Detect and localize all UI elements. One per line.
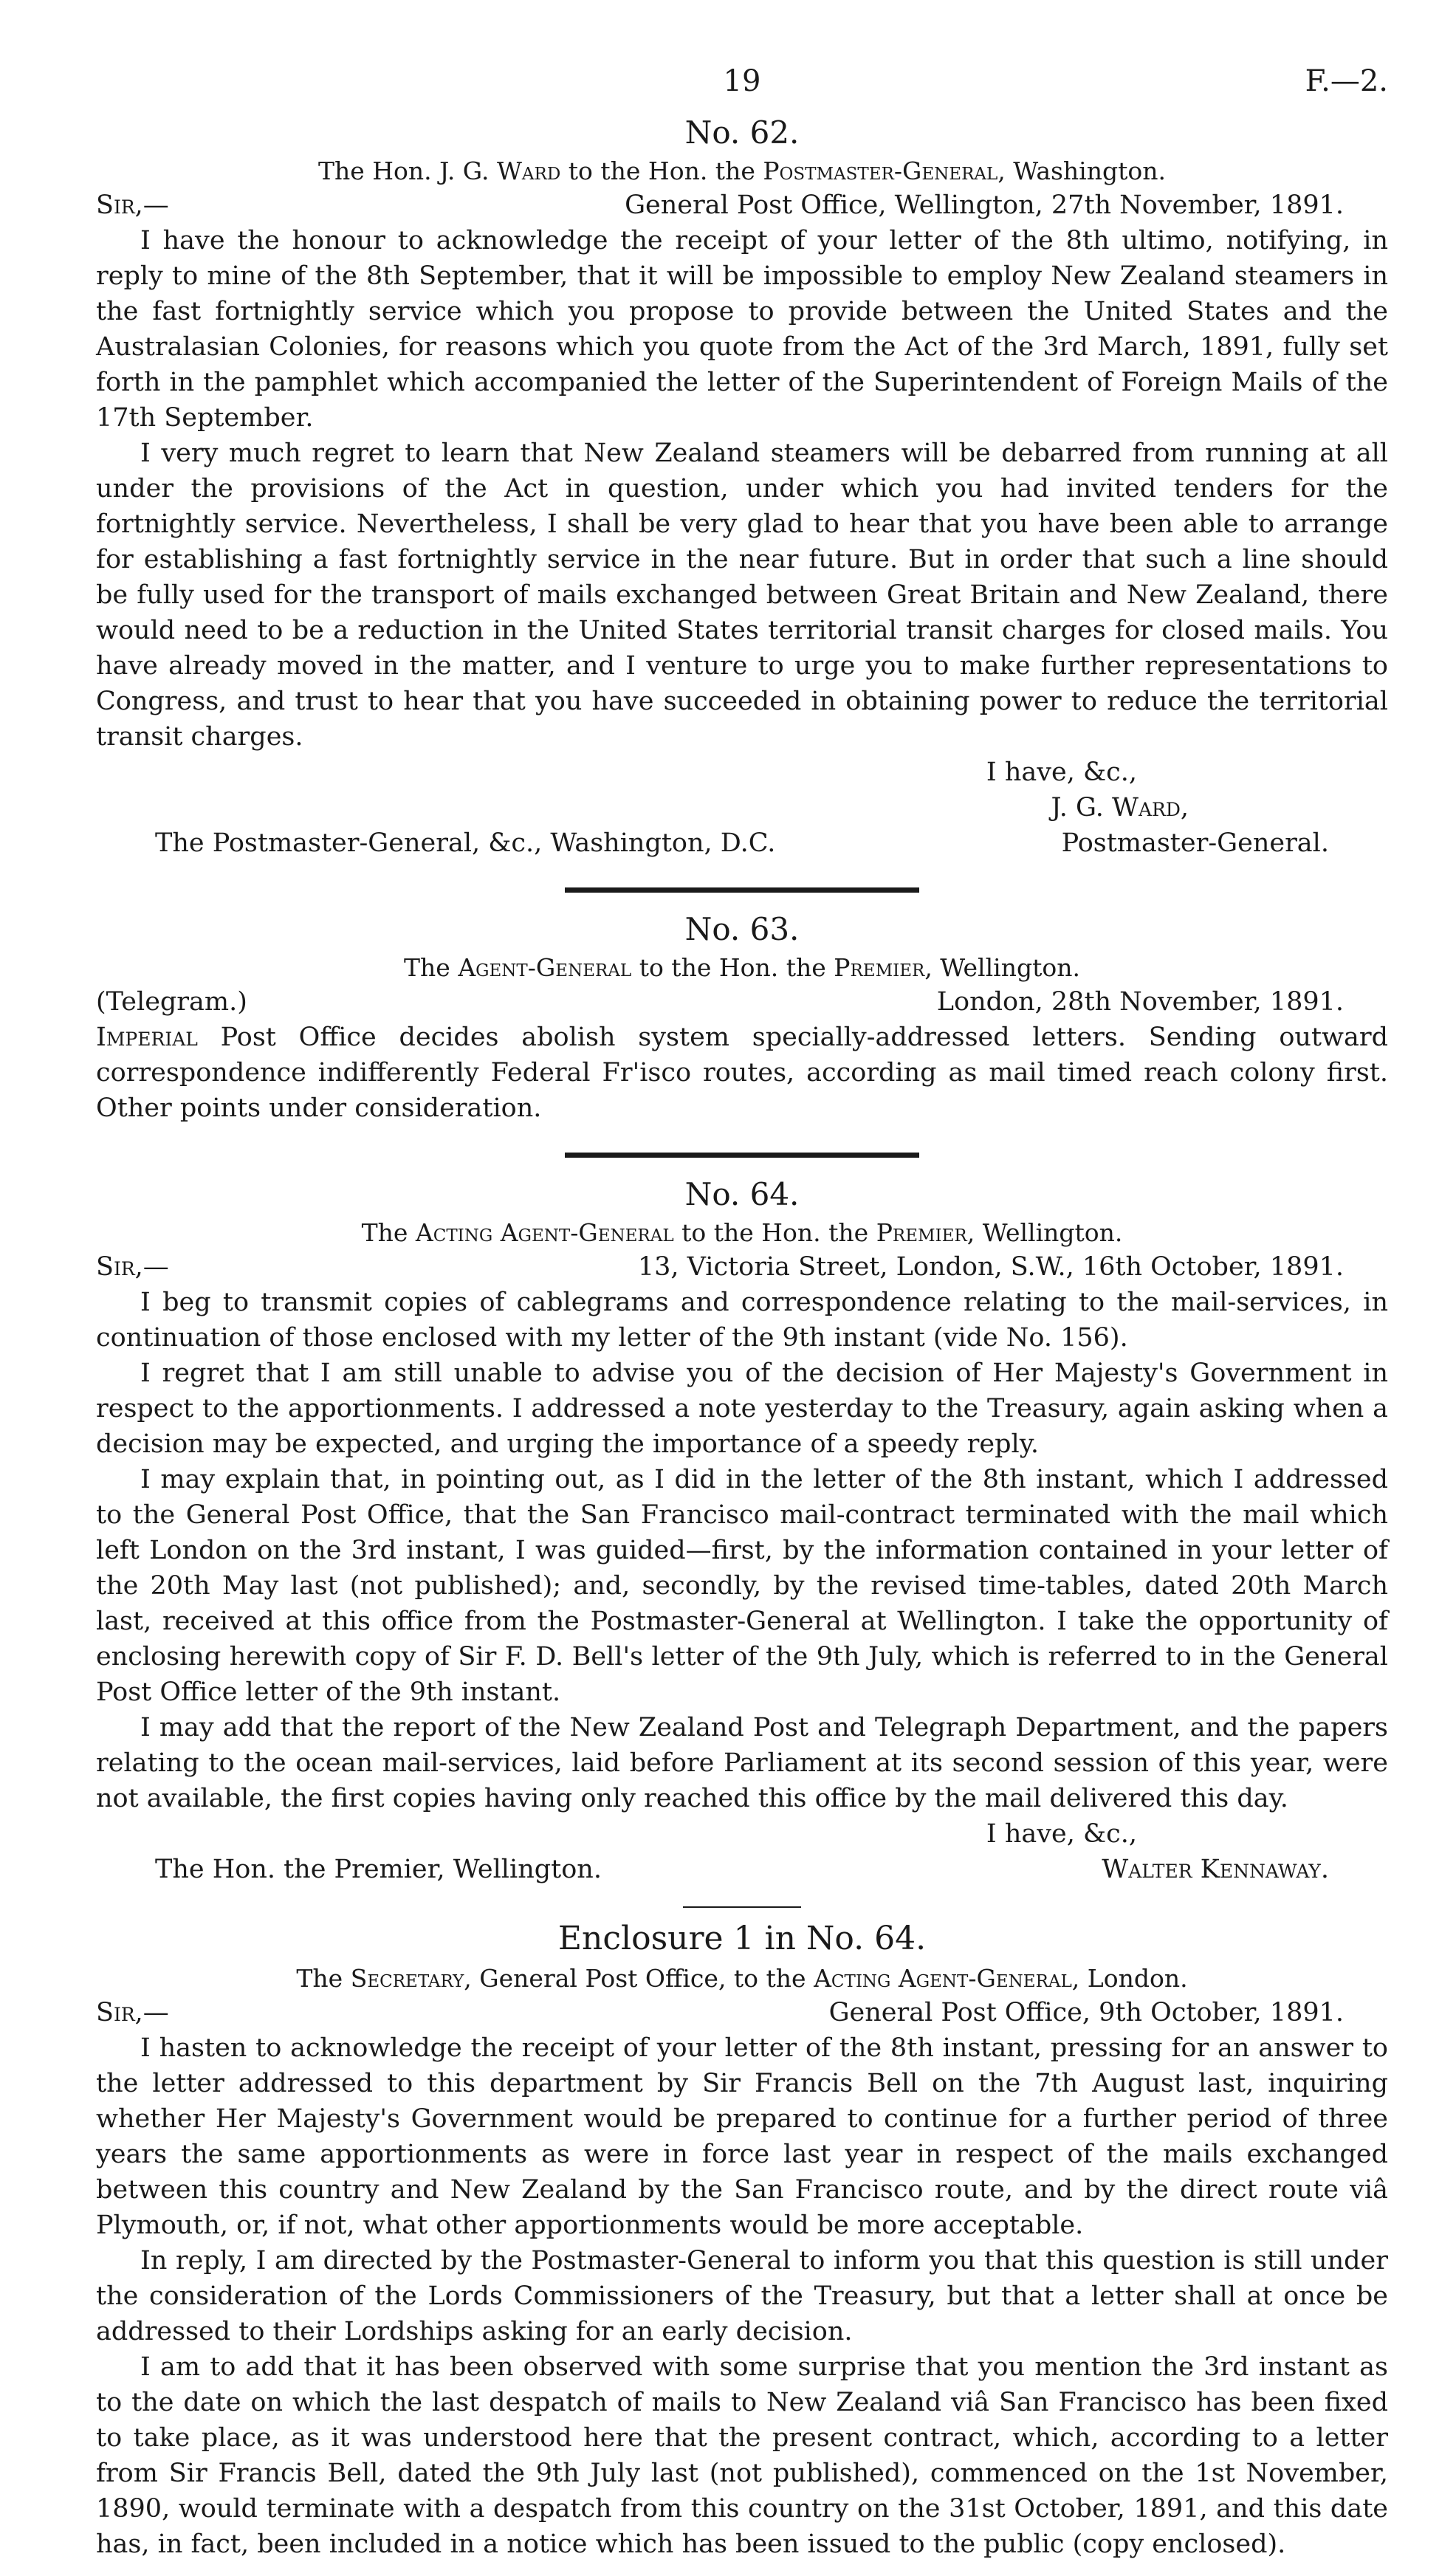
salutation: Sir,—	[96, 1252, 169, 1282]
salutation: Sir,—	[96, 1998, 169, 2027]
paragraph: In reply, I am directed by the Postmaster-General to inform you that this question is still under the consideration of the Lords Commissioners of the Treasury, but that a letter shall at once be addressed to their Lordships asking for an early decision.	[96, 2246, 1388, 2346]
paragraph: I may explain that, in pointing out, as I did in the letter of the 8th instant, which I addressed to the General Post Office, that the San Francisco mail-contract terminated with the mail which left London on the 3rd instant, I was guided—first, by the information contained in your letter of the 20th May last (not published); and, secondly, by the revised time-tables, dated 20th March last, received at this office from the Postmaster-General at Wellington. I take the opportunity of enclosing herewith copy of Sir F. D. Bell's letter of the 9th July, which is referred to in the General Post Office letter of the 9th instant.	[96, 1465, 1388, 1707]
closing: I have, &c.,	[986, 1819, 1137, 1849]
section-divider	[565, 887, 919, 893]
letter-64	[96, 1172, 1388, 1887]
closing: I have, &c.,	[986, 758, 1137, 787]
paragraph: I beg to transmit copies of cablegrams and correspondence relating to the mail-services, in continuation of those enclosed with my letter of the 9th instant (vide No. 156).	[96, 1288, 1388, 1353]
salutation: Sir,—	[96, 190, 169, 220]
section-divider	[683, 1906, 801, 1908]
page-number: 19	[723, 64, 761, 98]
letter-heading: The Hon. J. G. Ward to the Hon. the Postmaster-General, Washington.	[318, 157, 1166, 185]
dateline: 13, Victoria Street, London, S.W., 16th October, 1891.	[637, 1252, 1344, 1282]
letter-heading: The Acting Agent-General to the Hon. the Premier, Wellington.	[361, 1218, 1123, 1247]
document-page	[96, 59, 1388, 2562]
letter-number: No. 64.	[684, 1176, 800, 1212]
paragraph: I am to add that it has been observed with some surprise that you mention the 3rd instant as to the date on which the last despatch of mails to New Zealand viâ San Francisco has been fixed to take place, as it was understood here that the present contract, which, according to a letter from Sir Francis Bell, dated the 9th July last (not published), commenced on the 1st November, 1890, would terminate with a despatch from this country on the 31st October, 1891, and this date has, in fact, been included in a notice which has been issued to the public (copy enclosed).	[96, 2352, 1388, 2559]
salutation-row	[96, 984, 1388, 1020]
telegram-label: (Telegram.)	[96, 987, 247, 1017]
paragraph: I hasten to acknowledge the receipt of your letter of the 8th instant, pressing for an answer to the letter addressed to this department by Sir Francis Bell on the 7th August last, inquiring whether Her Majesty's Government would be prepared to continue for a further period of three years the same apportionments as were in force last year in respect of the mails exchanged between this country and New Zealand by the San Francisco route, and by the direct route viâ Plymouth, or, if not, what other apportionments would be more acceptable.	[96, 2033, 1388, 2240]
enclosure-subheading: The Secretary, General Post Office, to the Acting Agent-General, London.	[296, 1964, 1188, 1993]
salutation-row	[96, 1995, 1388, 2030]
letter-63	[96, 907, 1388, 1126]
addressee-row	[96, 1852, 1388, 1887]
paragraph: I have the honour to acknowledge the receipt of your letter of the 8th ultimo, notifying, in reply to mine of the 8th September, that it will be impossible to employ New Zealand steamers in the fast fortnightly service which you propose to provide between the United States and the Australasian Colonies, for reasons which you quote from the Act of the 3rd March, 1891, fully set forth in the pamphlet which accompanied the letter of the Superintendent of Foreign Mails of the 17th September.	[96, 226, 1388, 433]
section-divider	[565, 1153, 919, 1158]
signer-title: Postmaster-General.	[1061, 828, 1329, 858]
paper-code: F.—2.	[1305, 64, 1388, 98]
dateline: General Post Office, Wellington, 27th November, 1891.	[625, 190, 1344, 220]
dateline: General Post Office, 9th October, 1891.	[828, 1998, 1344, 2027]
paragraph: I may add that the report of the New Zealand Post and Telegraph Department, and the papers relating to the ocean mail-services, laid before Parliament at its second session of this year, were not available, the first copies having only reached this office by the mail delivered this day.	[96, 1713, 1388, 1813]
letter-number: No. 62.	[684, 114, 800, 151]
salutation-row	[96, 188, 1388, 223]
letter-heading: The Agent-General to the Hon. the Premier, Wellington.	[404, 953, 1080, 982]
signature: J. G. Ward,	[1051, 793, 1189, 822]
paragraph: I regret that I am still unable to advise you of the decision of Her Majesty's Government in respect to the apportionments. I addressed a note yesterday to the Treasury, again asking when a decision may be expected, and urging the importance of a speedy reply.	[96, 1359, 1388, 1459]
dateline: London, 28th November, 1891.	[936, 987, 1344, 1017]
enclosure-1	[96, 1915, 1388, 2562]
paragraph: I very much regret to learn that New Zealand steamers will be debarred from running at all under the provisions of the Act in question, under which you had invited tenders for the fortnightly service. Nevertheless, I shall be very glad to hear that you have been able to arrange for establishing a fast fortnightly service in the near future. But in order that such a line should be fully used for the transport of mails exchanged between Great Britain and New Zealand, there would need to be a reduction in the United States territorial transit charges for closed mails. You have already moved in the matter, and I venture to urge you to make further representations to Congress, and trust to hear that you have succeeded in obtaining power to reduce the territorial transit charges.	[96, 439, 1388, 752]
addressee: The Postmaster-General, &c., Washington, D.C.	[155, 828, 776, 858]
letter-number: No. 63.	[684, 911, 800, 947]
telegram-body: Imperial Post Office decides abolish system specially-addressed letters. Sending outward correspondence indifferently Federal Fr'isco routes, according as mail timed reach colony first. Other points under consideration.	[96, 1023, 1388, 1123]
enclosure-heading: Enclosure 1 in No. 64.	[557, 1920, 927, 1957]
signer-name: Walter Kennaway.	[1102, 1855, 1329, 1884]
salutation-row	[96, 1249, 1388, 1285]
addressee-row	[96, 825, 1388, 861]
page-header	[96, 59, 1388, 103]
letter-62	[96, 111, 1388, 861]
addressee: The Hon. the Premier, Wellington.	[155, 1855, 602, 1884]
